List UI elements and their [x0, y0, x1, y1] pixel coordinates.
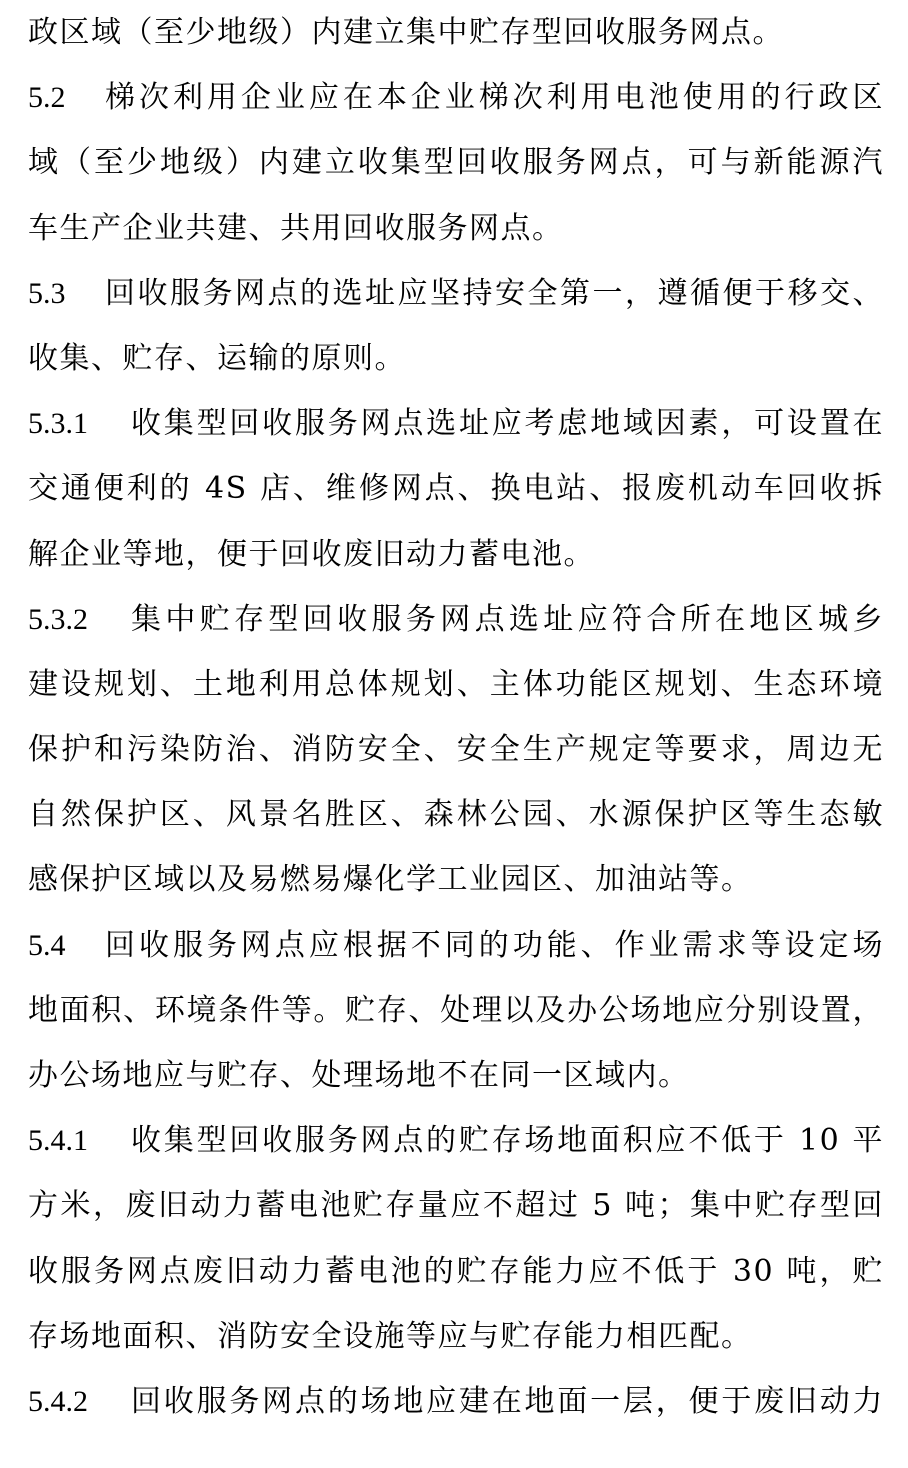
text-line [28, 1043, 884, 1108]
text-line [28, 1369, 884, 1434]
section-number: 5.3.2 [28, 602, 88, 636]
line-text: 集中贮存型回收服务网点选址应符合所在地区城乡 [131, 601, 884, 637]
line-text: 回收服务网点应根据不同的功能、作业需求等设定场 [105, 927, 884, 963]
text-line [28, 652, 884, 717]
text-line [28, 261, 884, 326]
line-text: 交通便利的 4S 店、维修网点、换电站、报废机动车回收拆 [28, 471, 884, 507]
line-text: 存场地面积、消防安全设施等应与贮存能力相匹配。 [28, 1318, 753, 1354]
line-text: 车生产企业共建、共用回收服务网点。 [28, 210, 564, 246]
line-text: 地面积、环境条件等。贮存、处理以及办公场地应分别设置， [28, 992, 884, 1028]
text-line [28, 196, 884, 261]
line-text: 收集、贮存、运输的原则。 [28, 340, 406, 376]
text-line [28, 130, 884, 195]
text-line [28, 0, 884, 65]
text-line [28, 326, 884, 391]
line-text: 保护和污染防治、消防安全、安全生产规定等要求，周边无 [28, 732, 884, 768]
text-line [28, 847, 884, 912]
text-line [28, 65, 884, 130]
text-line [28, 1239, 884, 1304]
line-text: 自然保护区、风景名胜区、森林公园、水源保护区等生态敏 [28, 797, 884, 833]
text-line [28, 522, 884, 587]
line-text: 收集型回收服务网点选址应考虑地域因素，可设置在 [131, 406, 884, 442]
text-line [28, 1173, 884, 1238]
text-line [28, 717, 884, 782]
text-line [28, 456, 884, 521]
line-text: 梯次利用企业应在本企业梯次利用电池使用的行政区 [105, 80, 884, 116]
section-number: 5.2 [28, 81, 66, 115]
line-text: 收集型回收服务网点的贮存场地面积应不低于 10 平 [131, 1123, 884, 1159]
line-text: 方米，废旧动力蓄电池贮存量应不超过 5 吨；集中贮存型回 [28, 1188, 884, 1224]
section-number: 5.3 [28, 276, 66, 310]
line-text: 回收服务网点的场地应建在地面一层，便于废旧动力 [131, 1383, 884, 1419]
section-number: 5.3.1 [28, 407, 88, 441]
text-line [28, 1304, 884, 1369]
line-text: 回收服务网点的选址应坚持安全第一，遵循便于移交、 [105, 275, 884, 311]
document-body [28, 0, 884, 1434]
text-line [28, 782, 884, 847]
section-number: 5.4.1 [28, 1124, 88, 1158]
document-page [28, 0, 884, 1434]
line-text: 建设规划、土地利用总体规划、主体功能区规划、生态环境 [28, 666, 884, 702]
text-line [28, 1108, 884, 1173]
section-number: 5.4.2 [28, 1384, 88, 1418]
text-line [28, 913, 884, 978]
line-text: 域（至少地级）内建立收集型回收服务网点，可与新能源汽 [28, 145, 884, 181]
line-text: 解企业等地，便于回收废旧动力蓄电池。 [28, 536, 595, 572]
line-text: 政区域（至少地级）内建立集中贮存型回收服务网点。 [28, 15, 784, 50]
text-line [28, 978, 884, 1043]
line-text: 收服务网点废旧动力蓄电池的贮存能力应不低于 30 吨，贮 [28, 1253, 884, 1289]
section-number: 5.4 [28, 928, 66, 962]
line-text: 办公场地应与贮存、处理场地不在同一区域内。 [28, 1058, 690, 1093]
text-line [28, 587, 884, 652]
text-line [28, 391, 884, 456]
line-text: 感保护区域以及易燃易爆化学工业园区、加油站等。 [28, 862, 753, 898]
